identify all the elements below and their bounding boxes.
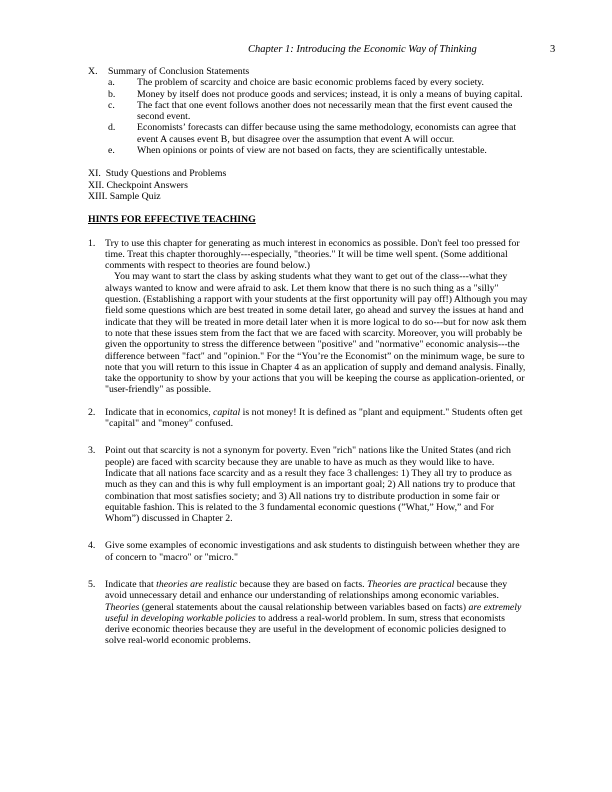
section-xii bbox=[88, 180, 528, 191]
section-x-heading bbox=[88, 66, 528, 77]
item-text: The problem of scarcity and choice are basic economic problems faced by every society. bbox=[137, 77, 485, 89]
item-label: a. bbox=[108, 77, 115, 89]
hint-text: Indicate that theories are realistic because they are based on facts. Theories are practical because they avoid unnecessary detail and enhance our understanding of relationships among economic variables. Theories (general statements about the causal relationship between variables based on facts) are extremely useful in developing workable policies to address a real-world problem. In sum, stress that economists derive economic theories because they are useful in the development of economic policies designed to solve real-world economic problems. bbox=[105, 578, 522, 647]
section-title: Checkpoint Answers bbox=[106, 179, 188, 191]
item-label: e. bbox=[108, 145, 115, 157]
section-xi bbox=[88, 168, 528, 179]
section-number: XIII. bbox=[88, 190, 108, 202]
hint-paragraph: You may want to start the class by asking students what they want to get out of the class---what they always wanted to know and were afraid to ask. Let them know that there is no such thing as a "silly" question. (Establishing a rapport with your students at the first opportunity will pay off!) Although you may field some questions which are best treated in some detail later, go ahead and survey the issues at hand and indicate that they will be treated in more detail later when it is more logical to do so---but for now ask them to note that these issues stem from the fact that we are faced with scarcity. Moreover, you will probably be given the opportunity to stress the difference between "positive" and "normative" economic analysis---the difference between "fact" and "opinion." For the “You’re the Economist” on the minimum wage, be sure to note that you will return to this issue in Chapter 4 as an application of supply and demand analysis. Finally, take the opportunity to show by your actions that you will be keeping the course as application-oriented, or "user-friendly" as possible. bbox=[105, 271, 528, 396]
hint-3 bbox=[88, 445, 528, 524]
page-content bbox=[88, 66, 528, 647]
section-number: X. bbox=[88, 66, 98, 77]
hints-heading: HINTS FOR EFFECTIVE TEACHING bbox=[88, 214, 256, 226]
conclusion-item bbox=[108, 145, 528, 156]
section-number: XII. bbox=[88, 179, 105, 191]
hint-number: 4. bbox=[88, 540, 96, 552]
hint-paragraph: Try to use this chapter for generating as much interest in economics as possible. Don't feel too pressed for time. Treat this chapter thoroughly---especially, "theories." It will be time well spent. (Some additional comments with respect to theories are found below.) bbox=[105, 237, 520, 272]
item-text: The fact that one event follows another does not necessarily mean that the first event caused the second event. bbox=[137, 99, 513, 123]
hint-text: Point out that scarcity is not a synonym for poverty. Even "rich" nations like the United States (and rich people) are faced with scarcity because they are unable to have as much as they would like to have. Indicate that all nations face scarcity and as a result they face 3 challenges: 1) They all try to produce as much as they can and this is why full employment is an important goal; 2) All nations try to produce that combination that most satisfies society; and 3) All nations try to distribute production in some fair or equitable fashion. This is related to the 3 fundamental economic questions (”What,” How,” and For Whom”) discussed in Chapter 2. bbox=[105, 445, 516, 525]
hint-number: 5. bbox=[88, 578, 96, 590]
section-title: Summary of Conclusion Statements bbox=[108, 66, 250, 77]
conclusion-item bbox=[108, 122, 528, 145]
hint-4 bbox=[88, 540, 528, 563]
hint-number: 3. bbox=[88, 445, 96, 457]
section-xiii bbox=[88, 191, 528, 202]
remaining-sections bbox=[88, 168, 528, 202]
hint-number: 2. bbox=[88, 406, 96, 418]
section-title: Study Questions and Problems bbox=[105, 168, 227, 180]
hint-2 bbox=[88, 407, 528, 430]
section-title: Sample Quiz bbox=[109, 190, 161, 202]
hint-text: Indicate that in economics, capital is not money! It is defined as "plant and equipment." Students often get "capital" and "money" confused. bbox=[105, 406, 523, 430]
item-label: c. bbox=[108, 99, 115, 111]
item-label: d. bbox=[108, 122, 116, 134]
page-number: 3 bbox=[550, 44, 556, 55]
hint-5 bbox=[88, 579, 528, 647]
item-text: Money by itself does not produce goods and services; instead, it is only a means of buying capital. bbox=[137, 88, 523, 100]
conclusion-item bbox=[108, 89, 528, 100]
item-text: Economists’ forecasts can differ because using the same methodology, economists can agree that event A causes event B, but disagree over the assumption that event A will occur. bbox=[137, 122, 517, 145]
hint-text: Give some examples of economic investigations and ask students to distinguish between whether they are of concern to "macro" or "micro." bbox=[105, 540, 520, 563]
item-text: When opinions or points of view are not based on facts, they are scientifically untestable. bbox=[137, 145, 487, 157]
conclusion-item bbox=[108, 77, 528, 88]
section-number: XI. bbox=[88, 168, 101, 180]
item-label: b. bbox=[108, 88, 116, 100]
hint-number: 1. bbox=[88, 237, 96, 249]
chapter-title: Chapter 1: Introducing the Economic Way of Thinking bbox=[248, 44, 477, 55]
hint-1 bbox=[88, 238, 528, 396]
conclusion-item bbox=[108, 100, 528, 123]
